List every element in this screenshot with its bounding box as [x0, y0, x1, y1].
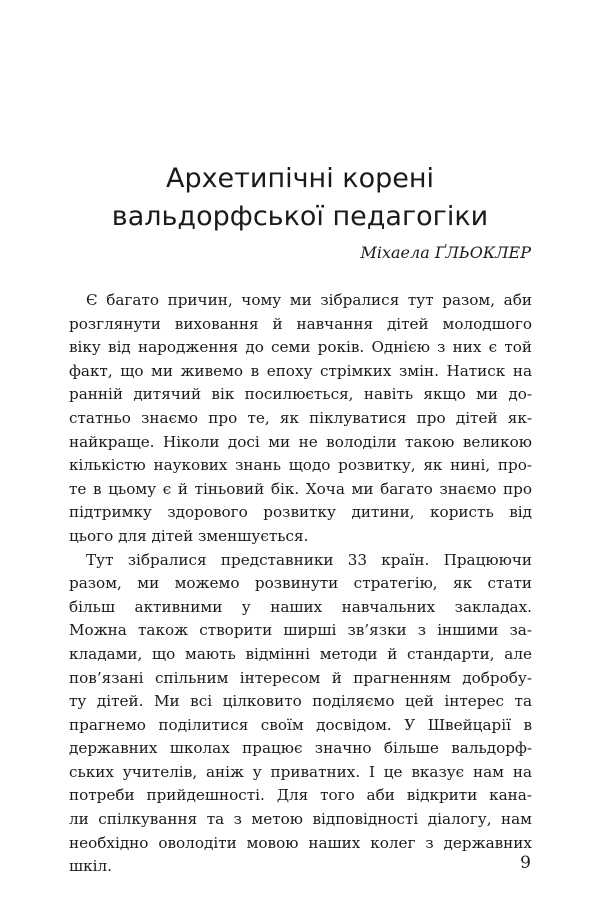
chapter-title: [0, 160, 600, 236]
text-line: державних школах працює значно більше вальдорф-: [69, 739, 532, 758]
text-line: Можна також створити ширші зв’язки з іншими за-: [69, 621, 532, 640]
author-name: Міхаела ҐЛЬОКЛЕР: [360, 243, 531, 262]
chapter-title-line-2: вальдорфської педагогіки: [111, 201, 489, 232]
text-line: цього для дітей зменшується.: [69, 526, 309, 545]
paragraph-1: [69, 289, 532, 549]
text-line: більш активними у наших навчальних закладах.: [69, 597, 532, 616]
text-line: кладами, що мають відмінні методи й стандарти, але: [69, 644, 532, 663]
text-line: шкіл.: [69, 857, 112, 876]
text-line: потреби прийдешності. Для того аби відкрити кана-: [69, 786, 532, 805]
text-line: статньо знаємо про те, як піклуватися про дітей як-: [69, 408, 532, 427]
text-line: ранній дитячий вік посилюється, навіть якщо ми до-: [69, 385, 532, 404]
text-line: віку від народження до семи років. Однією з них є той: [69, 338, 532, 357]
text-line: кількістю наукових знань щодо розвитку, як нині, про-: [69, 456, 532, 475]
text-line: факт, що ми живемо в епоху стрімких змін. Натиск на: [69, 361, 532, 380]
page-number: 9: [520, 853, 531, 873]
text-line: найкраще. Ніколи досі ми не володіли такою великою: [69, 432, 532, 451]
text-line: разом, ми можемо розвинути стратегію, як стати: [69, 574, 532, 593]
body-text: [69, 289, 532, 879]
text-line: те в цьому є й тіньовий бік. Хоча ми багато знаємо про: [69, 479, 532, 498]
text-line: пов’язані спільним інтересом й прагненням добробу-: [69, 668, 532, 687]
text-line: ли спілкування та з метою відповідності діалогу, нам: [69, 810, 532, 829]
text-line: підтримку здорового розвитку дитини, користь від: [69, 503, 532, 522]
text-line: необхідно оволодіти мовою наших колег з державних: [69, 833, 532, 852]
text-line: ських учителів, аніж у приватних. І це вказує нам на: [69, 762, 532, 781]
text-line: Тут зібралися представники 33 країн. Працюючи: [86, 550, 532, 569]
paragraph-2: [69, 549, 532, 879]
text-line: Є багато причин, чому ми зібралися тут разом, аби: [86, 291, 532, 309]
text-line: розглянути виховання й навчання дітей молодшого: [69, 314, 532, 333]
text-line: ту дітей. Ми всі цілковито поділяємо цей інтерес та: [69, 692, 532, 711]
text-line: прагнемо поділитися своїм досвідом. У Швейцарії в: [69, 715, 532, 734]
chapter-title-line-1: Архетипічні корені: [165, 163, 435, 194]
